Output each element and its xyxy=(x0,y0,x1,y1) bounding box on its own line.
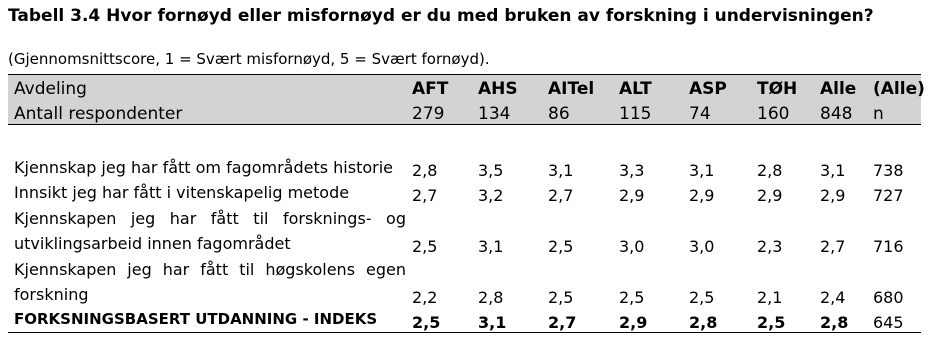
table-subtitle: (Gjennomsnittscore, 1 = Svært misfornøyd, 5 = Svært fornøyd). xyxy=(8,50,490,68)
count-aft: 279 xyxy=(406,99,472,125)
cell-value: 2,9 xyxy=(619,186,645,205)
row-label: Kjennskapen jeg har fått til høgskolens egen forskning xyxy=(14,260,406,304)
row-label: Innsikt jeg har fått i vitenskapelig metode xyxy=(14,183,350,202)
table-row xyxy=(8,125,921,181)
column-header-asp: ASP xyxy=(683,75,751,100)
column-header-aitel: AITel xyxy=(542,75,613,100)
cell-value: 2,5 xyxy=(751,307,814,333)
cell-value: 2,7 xyxy=(542,307,613,333)
cell-value: 2,5 xyxy=(406,307,472,333)
cell-value: 3,1 xyxy=(548,161,574,180)
column-header-ahs: AHS xyxy=(472,75,542,100)
cell-value: 2,7 xyxy=(820,237,846,256)
cell-value: 3,0 xyxy=(619,237,645,256)
cell-value: 3,2 xyxy=(478,186,504,205)
cell-value: 2,2 xyxy=(412,288,438,307)
cell-value: 3,1 xyxy=(472,307,542,333)
cell-value: 3,5 xyxy=(478,161,504,180)
header-row-respondents xyxy=(8,99,921,125)
row-label: Kjennskap jeg har fått om fagområdets historie xyxy=(14,158,393,177)
cell-value: 2,8 xyxy=(814,307,867,333)
cell-value: 2,5 xyxy=(412,237,438,256)
cell-value: 3,3 xyxy=(619,161,645,180)
cell-value: 3,1 xyxy=(689,161,715,180)
cell-value: 2,8 xyxy=(757,161,783,180)
count-aitel: 86 xyxy=(542,99,613,125)
column-header-toh: TØH xyxy=(751,75,814,100)
cell-value: 2,1 xyxy=(757,288,783,307)
count-toh: 160 xyxy=(751,99,814,125)
table-row xyxy=(8,180,921,205)
cell-n: 645 xyxy=(867,307,921,333)
cell-value: 2,4 xyxy=(820,288,846,307)
column-header-aft: AFT xyxy=(406,75,472,100)
cell-n: 738 xyxy=(873,161,904,180)
cell-value: 2,7 xyxy=(412,186,438,205)
cell-value: 2,9 xyxy=(820,186,846,205)
column-header-alle-n: (Alle) xyxy=(867,75,921,100)
column-header-alle: Alle xyxy=(814,75,867,100)
header-label-respondents: Antall respondenter xyxy=(8,99,406,125)
count-n: n xyxy=(867,99,921,125)
header-row-department xyxy=(8,75,921,100)
cell-n: 680 xyxy=(873,288,904,307)
cell-value: 2,5 xyxy=(619,288,645,307)
count-alt: 115 xyxy=(613,99,683,125)
cell-value: 2,5 xyxy=(548,288,574,307)
count-asp: 74 xyxy=(683,99,751,125)
cell-value: 3,1 xyxy=(820,161,846,180)
cell-value: 2,5 xyxy=(548,237,574,256)
header-label-department: Avdeling xyxy=(8,75,406,100)
row-label: Kjennskapen jeg har fått til forsknings- og utviklingsarbeid innen fagområdet xyxy=(14,209,406,253)
satisfaction-table xyxy=(8,74,925,333)
cell-value: 2,8 xyxy=(412,161,438,180)
cell-n: 716 xyxy=(873,237,904,256)
cell-n: 727 xyxy=(873,186,904,205)
cell-value: 2,7 xyxy=(548,186,574,205)
cell-value: 2,3 xyxy=(757,237,783,256)
cell-value: 2,8 xyxy=(478,288,504,307)
table-row xyxy=(8,256,921,307)
cell-value: 2,9 xyxy=(689,186,715,205)
count-ahs: 134 xyxy=(472,99,542,125)
cell-value: 3,1 xyxy=(478,237,504,256)
cell-value: 2,8 xyxy=(683,307,751,333)
cell-value: 2,9 xyxy=(613,307,683,333)
table-title: Tabell 3.4 Hvor fornøyd eller misfornøyd er du med bruken av forskning i undervisningen? xyxy=(8,6,874,26)
table-row xyxy=(8,205,921,256)
cell-value: 3,0 xyxy=(689,237,715,256)
index-row xyxy=(8,307,921,333)
column-header-alt: ALT xyxy=(613,75,683,100)
row-label: FORKSNINGSBASERT UTDANNING - INDEKS xyxy=(8,307,406,333)
cell-value: 2,5 xyxy=(689,288,715,307)
count-alle: 848 xyxy=(814,99,867,125)
cell-value: 2,9 xyxy=(757,186,783,205)
